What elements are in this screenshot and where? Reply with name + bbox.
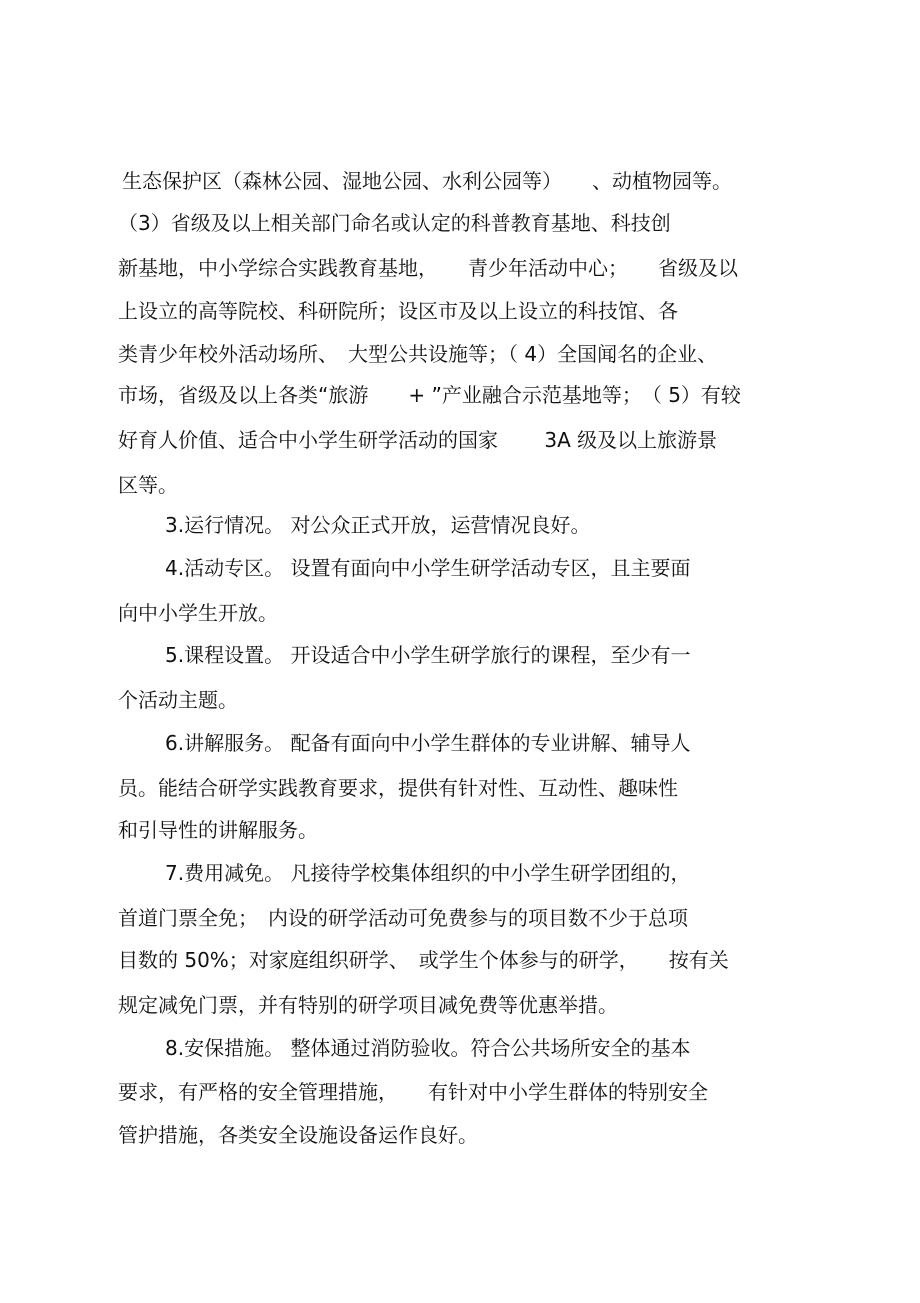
- text-line: 要求，有严格的安全管理措施， 有针对中小学生群体的特别安全: [118, 1080, 708, 1104]
- text-line: 和引导性的讲解服务。: [118, 818, 318, 842]
- text-line: 3.运行情况。 对公众正式开放，运营情况良好。: [165, 513, 591, 537]
- text-line: 6.讲解服务。 配备有面向中小学生群体的专业讲解、辅导人: [165, 731, 691, 755]
- text-line: 目数的 50%；对家庭组织研学、 或学生个体参与的研学， 按有关: [118, 948, 729, 972]
- text-line: 4.活动专区。 设置有面向中小学生研学活动专区，且主要面: [165, 556, 691, 580]
- text-line: 5.课程设置。 开设适合中小学生研学旅行的课程，至少有一: [165, 643, 691, 667]
- text-line: 区等。: [118, 473, 178, 497]
- text-line: 8.安保措施。 整体通过消防验收。符合公共场所安全的基本: [165, 1036, 691, 1060]
- text-line: 个活动主题。: [118, 688, 238, 712]
- text-line: 员。能结合研学实践教育要求，提供有针对性、互动性、趣味性: [118, 776, 678, 800]
- text-line: 类青少年校外活动场所、 大型公共设施等；（ 4）全国闻名的企业、: [118, 342, 718, 366]
- text-line: 管护措施，各类安全设施设备运作良好。: [118, 1123, 478, 1147]
- text-line: 市场，省级及以上各类“旅游 + ”产业融合示范基地等； （ 5）有较: [118, 383, 741, 407]
- text-line: （3）省级及以上相关部门命名或认定的科普教育基地、科技创: [118, 211, 671, 235]
- text-line: 首道门票全免； 内设的研学活动可免费参与的项目数不少于总项: [118, 906, 688, 930]
- text-line: 7.费用减免。 凡接待学校集体组织的中小学生研学团组的，: [165, 861, 691, 885]
- text-line: 规定减免门票，并有特别的研学项目减免费等优惠举措。: [118, 993, 618, 1017]
- text-line: 生态保护区（森林公园、湿地公园、水利公园等） 、动植物园等。: [122, 169, 732, 193]
- text-line: 向中小学生开放。: [118, 601, 278, 625]
- text-line: 上设立的高等院校、科研院所；设区市及以上设立的科技馆、各: [118, 299, 678, 323]
- text-line: 好育人价值、适合中小学生研学活动的国家 3A 级及以上旅游景: [118, 428, 718, 452]
- text-line: 新基地，中小学综合实践教育基地， 青少年活动中心； 省级及以: [118, 256, 738, 280]
